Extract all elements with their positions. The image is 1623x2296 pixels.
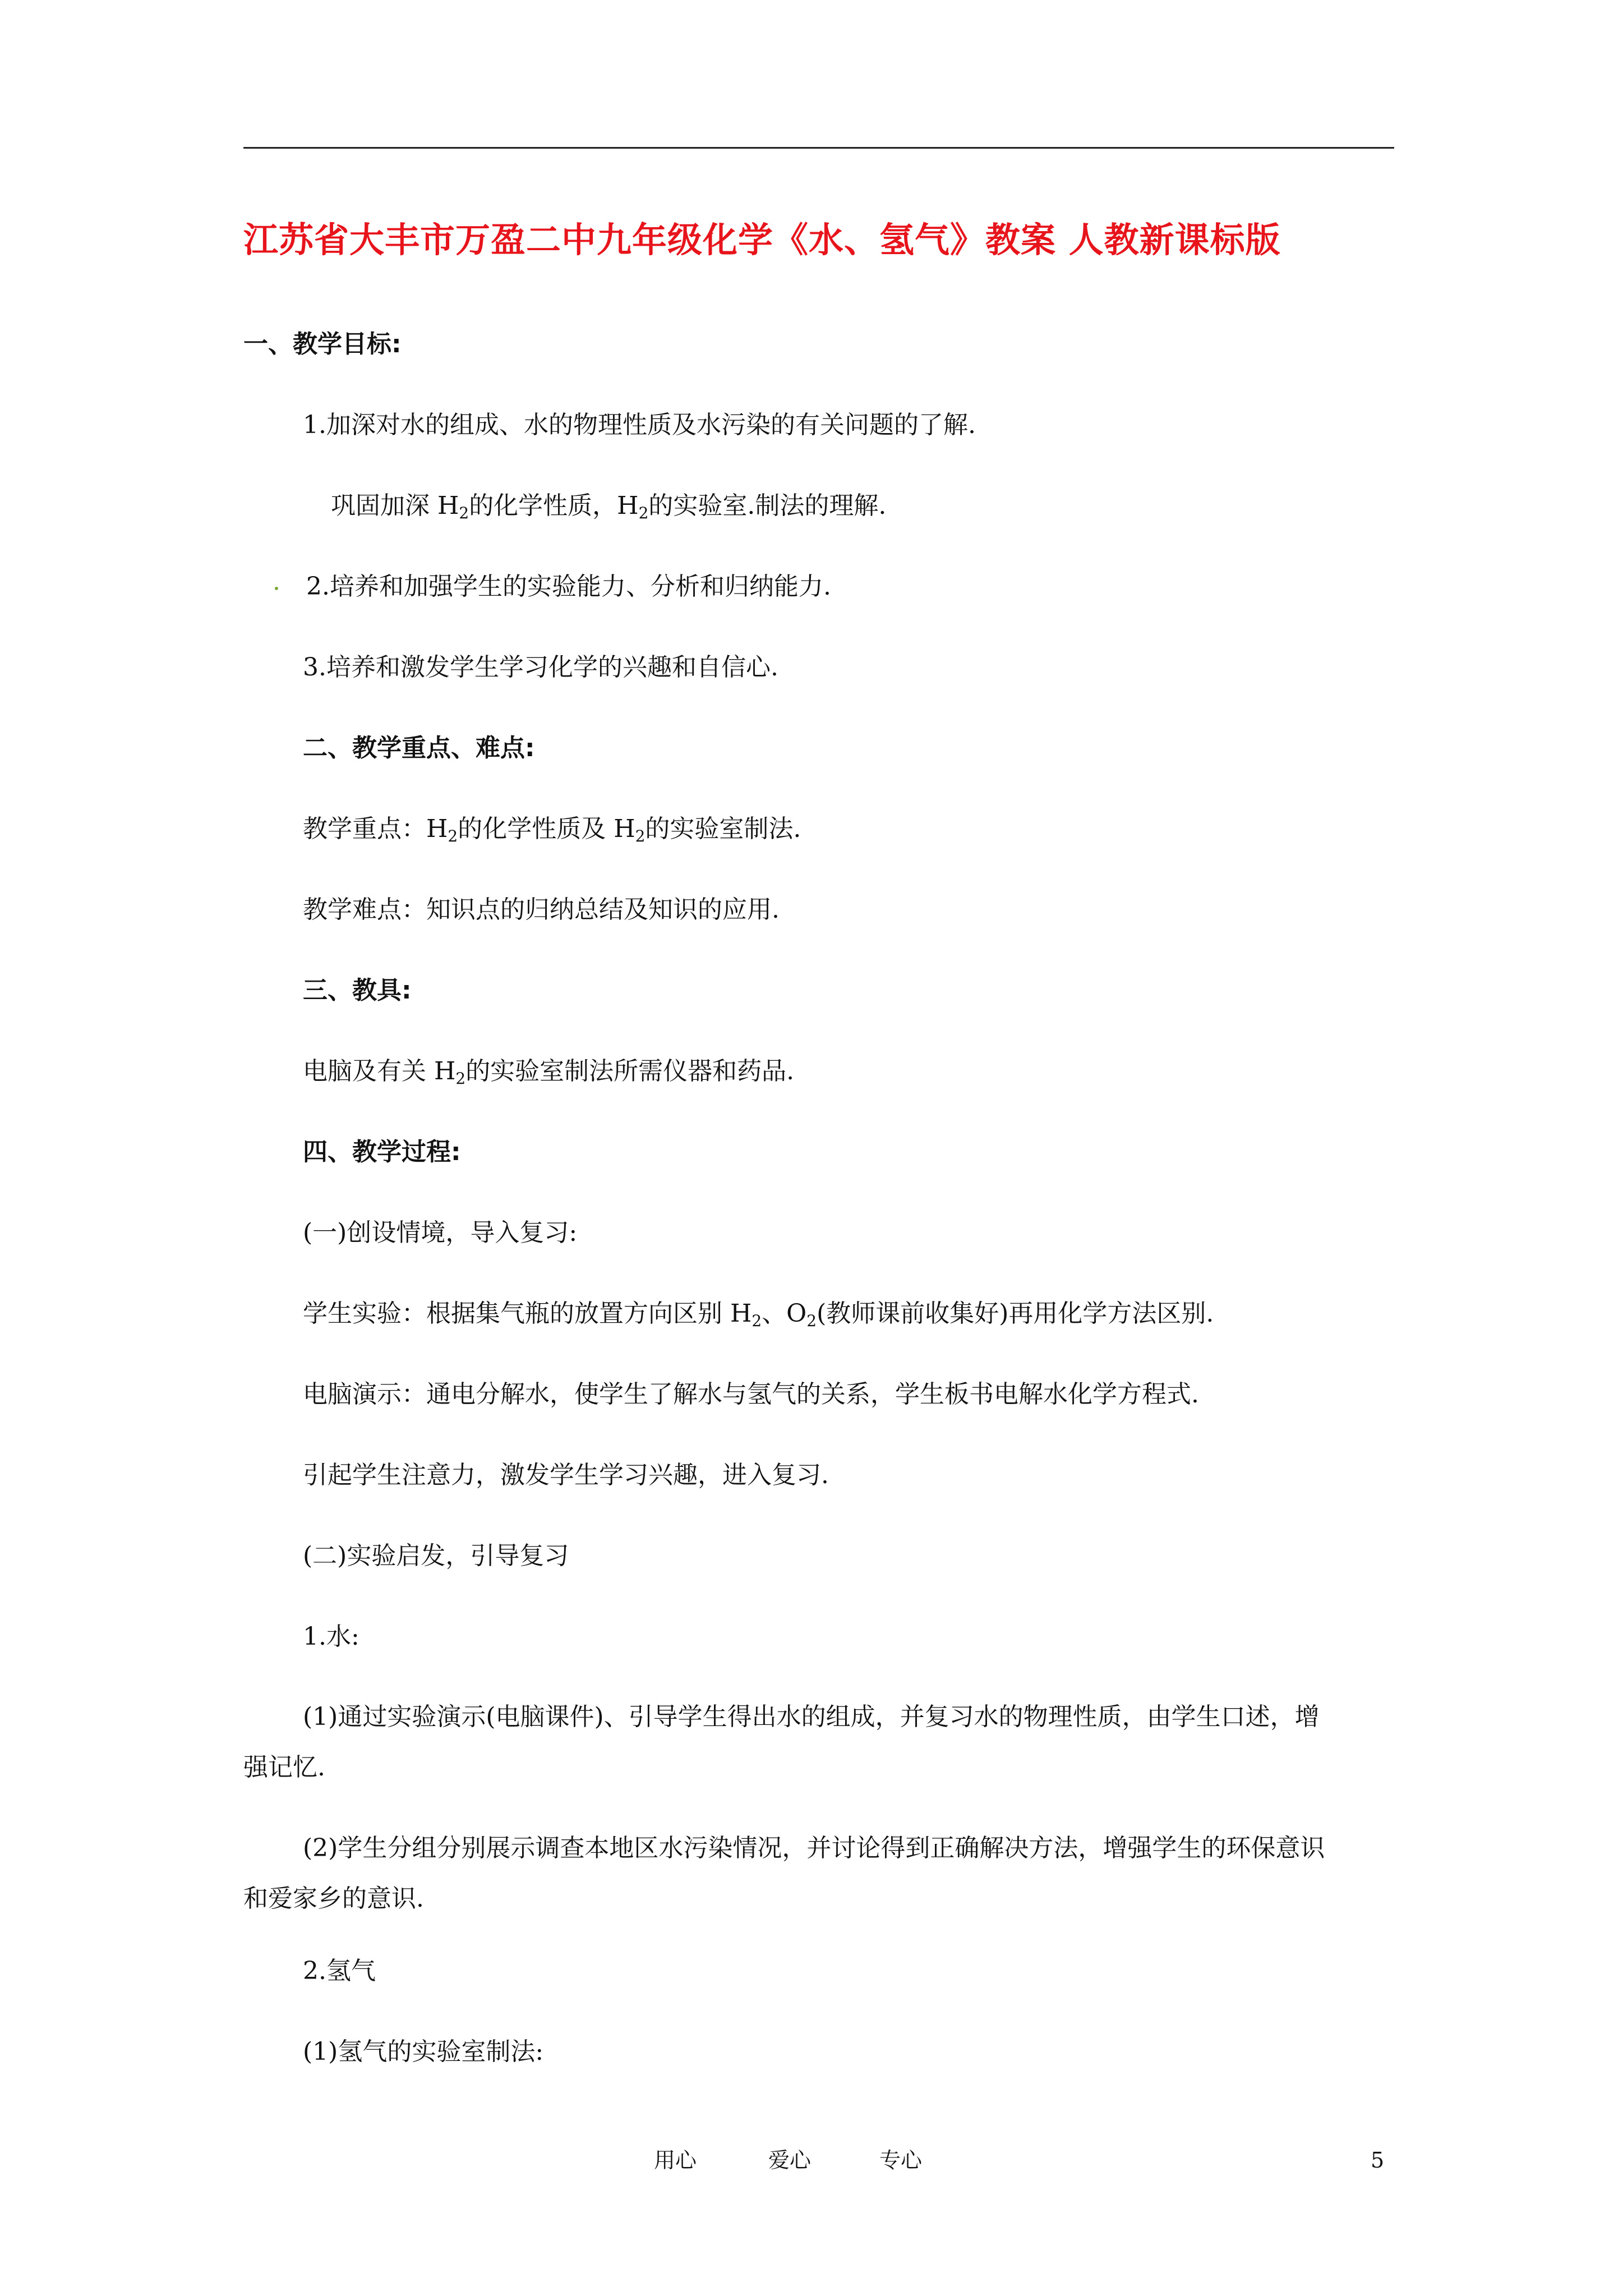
tools-text: 电脑及有关 $H_2$的实验室制法所需仪器和药品. <box>303 1057 795 1088</box>
student-experiment: 学生实验：根据集气瓶的放置方向区别 $H_2$、$O_2$(教师课前收集好)再用化学方法区别. <box>303 1299 1214 1330</box>
computer-demo: 电脑演示：通电分解水，使学生了解水与氢气的关系，学生板书电解水化学方程式. <box>303 1380 1199 1409</box>
hydrogen-item-1: (1)氢气的实验室制法: <box>303 2037 544 2066</box>
document-title: 江苏省大丰市万盈二中九年级化学《水、氢气》教案 人教新课标版 <box>243 219 1281 260</box>
footer-word-3: 专心 <box>879 2148 923 2173</box>
water-item-2: (2)学生分组分别展示调查本地区水污染情况，并讨论得到正确解决方法，增强学生的环保意识和爱家乡的意识. <box>243 1834 1325 1913</box>
objective-2: 2.培养和加强学生的实验能力、分析和归纳能力. <box>306 572 831 601</box>
header-rule <box>243 147 1394 149</box>
footer-word-2: 爱心 <box>768 2148 811 2173</box>
stray-dot-mark <box>275 587 278 590</box>
section-heading-key-points: 二、教学重点、难点: <box>303 734 535 762</box>
section-heading-process: 四、教学过程: <box>303 1138 461 1166</box>
objective-1b: 巩固加深 $H_2$的化学性质，$H_2$的实验室.制法的理解. <box>331 491 887 522</box>
water-heading: 1.水: <box>303 1622 359 1651</box>
objective-3: 3.培养和激发学生学习化学的兴趣和自信心. <box>303 653 778 682</box>
key-point: 教学重点：$H_2$的化学性质及 $H_2$的实验室制法. <box>303 815 801 845</box>
footer-word-1: 用心 <box>654 2148 697 2173</box>
water-item-1: (1)通过实验演示(电脑课件)、引导学生得出水的组成，并复习水的物理性质，由学生口述，增强记忆. <box>243 1703 1320 1782</box>
section-heading-tools: 三、教具: <box>303 976 412 1005</box>
section-heading-objectives: 一、教学目标: <box>243 330 402 358</box>
process-part-2: (二)实验启发，引导复习 <box>303 1542 569 1570</box>
attract-attention: 引起学生注意力，激发学生学习兴趣，进入复习. <box>303 1461 829 1489</box>
difficult-point: 教学难点：知识点的归纳总结及知识的应用. <box>303 895 780 924</box>
process-part-1: (一)创设情境，导入复习: <box>303 1218 578 1247</box>
objective-1: 1.加深对水的组成、水的物理性质及水污染的有关问题的了解. <box>303 411 976 439</box>
page-number: 5 <box>1371 2148 1385 2173</box>
hydrogen-heading: 2.氢气 <box>303 1957 376 1985</box>
